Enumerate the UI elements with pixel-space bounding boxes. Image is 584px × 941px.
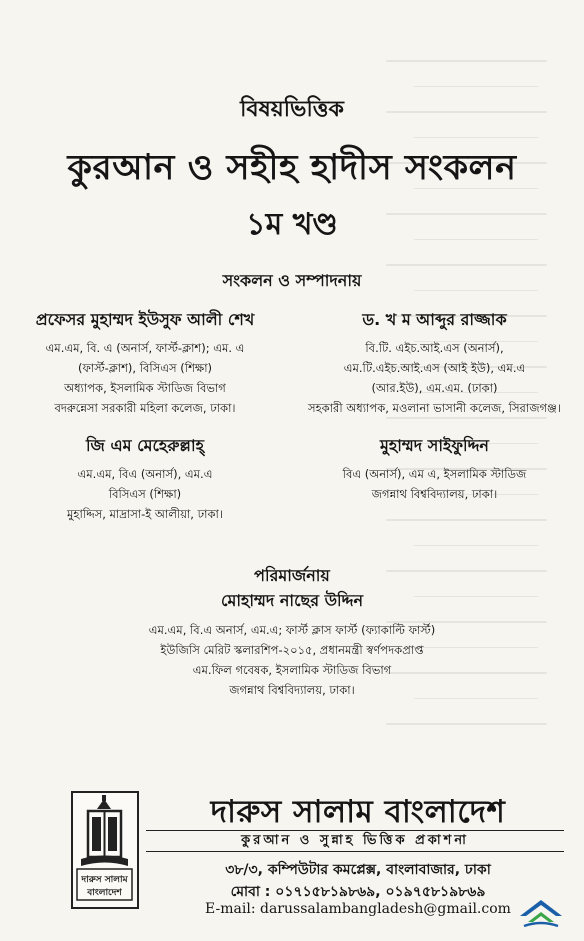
reviser-credential: এম.এম, বি.এ অনার্স, এম.এ; ফার্স্ট ক্লাস ফার্স্ট (ফ্যাকাল্টি ফার্স্ট) [148,623,436,637]
editor-credential: (আর.ইউ), এম.এম. (ঢাকা) [371,381,498,395]
editor-credential: বদরুন্নেসা সরকারী মহিলা কলেজ, ঢাকা। [54,401,236,415]
publisher-tagline: কুরআন ও সুন্নাহ ভিত্তিক প্রকাশনা [146,830,564,852]
publisher-address: ৩৮/৩, কম্পিউটার কমপ্লেক্স, বাংলাবাজার, ঢাকা [225,862,491,878]
editor-credential: (ফার্স্ট-ক্লাশ), বিসিএস (শিক্ষা) [77,361,213,375]
editor-credential: মুহাদ্দিস, মাদ্রাসা-ই আলীয়া, ঢাকা। [67,507,223,521]
corner-mark-graphic [516,892,566,932]
book-title: কুরআন ও সহীহ হাদীস সংকলন [67,148,517,188]
editor-credential: বিসিএস (শিক্ষা) [108,487,182,501]
editor-2 [292,307,577,418]
editing-label: সংকলন ও সম্পাদনায় [222,271,362,290]
editor-credential: এম.টি.এইচ.আই.এস (আই ইউ), এম.এ [343,361,526,375]
editor-credential: সহকারী অধ্যাপক, মওলানা ভাসানী কলেজ, সিরাজগঞ্জ। [308,401,561,415]
editor-1 [10,307,280,418]
reviser-block [0,588,584,700]
publisher-name: দারুস সালাম বাংলাদেশ [210,794,506,830]
editor-4 [292,433,577,504]
editor-name: ড. খ ম আব্দুর রাজ্জাক [362,310,507,329]
reviser-credential: এম.ফিল গবেষক, ইসলামিক স্টাডিজ বিভাগ [192,663,392,677]
logo-text-1: দারুস সালাম [81,875,128,885]
reviser-name: মোহাম্মদ নাছের উদ্দিন [220,591,364,610]
editor-credential: বি.টি. এইচ.আই.এস (অনার্স), [365,341,504,355]
editor-credential: অধ্যাপক, ইসলামিক স্টাডিজ বিভাগ [64,381,226,395]
book-lantern-logo [71,791,139,909]
editor-3 [10,433,280,524]
editor-name: মুহাম্মদ সাইফুদ্দিন [380,436,489,455]
logo-text-2: বাংলাদেশ [87,888,122,898]
volume-label: ১ম খণ্ড [246,207,338,242]
editor-credential: এম.এম, বিএ (অনার্স), এম.এ [77,467,213,481]
publisher-email: E-mail: darussalambangladesh@gmail.com [205,901,511,917]
editor-credential: বিএ (অনার্স), এম এ, ইসলামিক স্টাডিজ [342,467,527,481]
book-chevron-mark [516,892,566,932]
editor-credential: এম.এম, বি. এ (অনার্স, ফার্স্ট-ক্লাশ); এম. এ [45,341,245,355]
subject-heading: বিষয়ভিত্তিক [240,97,344,122]
editor-credential: জগন্নাথ বিশ্ববিদ্যালয়, ঢাকা। [371,487,498,501]
editor-name: জি এম মেহেরুল্লাহ্ [85,436,204,455]
editor-name: প্রফেসর মুহাম্মদ ইউসুফ আলী শেখ [35,310,255,329]
reviser-credential: জগন্নাথ বিশ্ববিদ্যালয়, ঢাকা। [229,683,355,697]
revision-label: পরিমার্জনায় [254,566,330,585]
publisher-logo-graphic [73,793,136,906]
reviser-credential: ইউজিসি মেরিট স্কলারশিপ-২০১৫, প্রধানমন্ত্রী স্বর্ণপদকপ্রাপ্ত [160,643,424,657]
publisher-phone: মোবা : ০১৭১৫৮১৯৮৬৯, ০১৯৭৫৮১৯৮৬৯ [230,884,486,900]
